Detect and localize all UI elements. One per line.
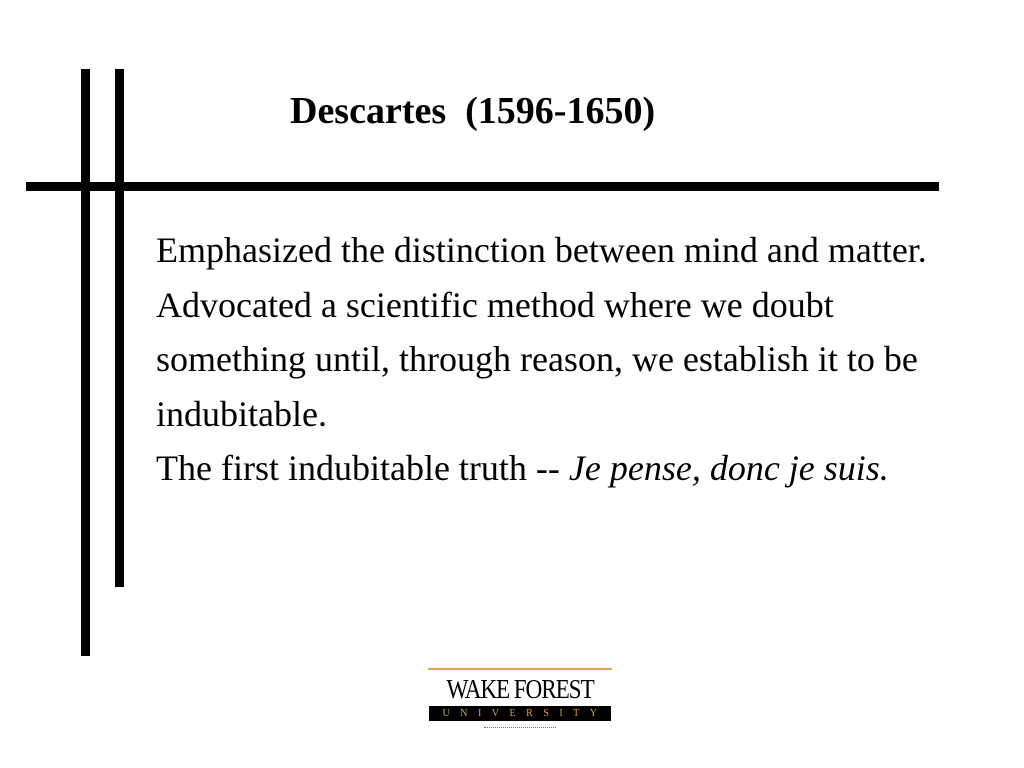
- wake-forest-logo: [428, 668, 612, 730]
- logo-dotted-line: [484, 727, 556, 728]
- first-truth-lead: The first indubitable truth --: [156, 448, 569, 488]
- body-paragraph-first-truth: [156, 441, 956, 496]
- horizontal-rule: [26, 182, 939, 191]
- right-vertical-rule: [115, 69, 124, 587]
- logo-university-label: UNIVERSITY: [442, 708, 608, 719]
- body-paragraph-scientific-method: Advocated a scientific method where we doubt something until, through reason, we establish it to be indubitable.: [156, 284, 918, 434]
- left-vertical-rule: [81, 69, 90, 656]
- cogito-quote: Je pense, donc je suis.: [568, 448, 889, 488]
- slide-title: Descartes (1596-1650): [290, 90, 656, 132]
- logo-top-line: [428, 668, 612, 670]
- logo-wordmark: WAKE FOREST: [446, 674, 594, 704]
- slide-body: [156, 223, 956, 496]
- logo-band: [429, 706, 611, 721]
- body-paragraph-mind-matter: Emphasized the distinction between mind and matter.: [156, 230, 927, 270]
